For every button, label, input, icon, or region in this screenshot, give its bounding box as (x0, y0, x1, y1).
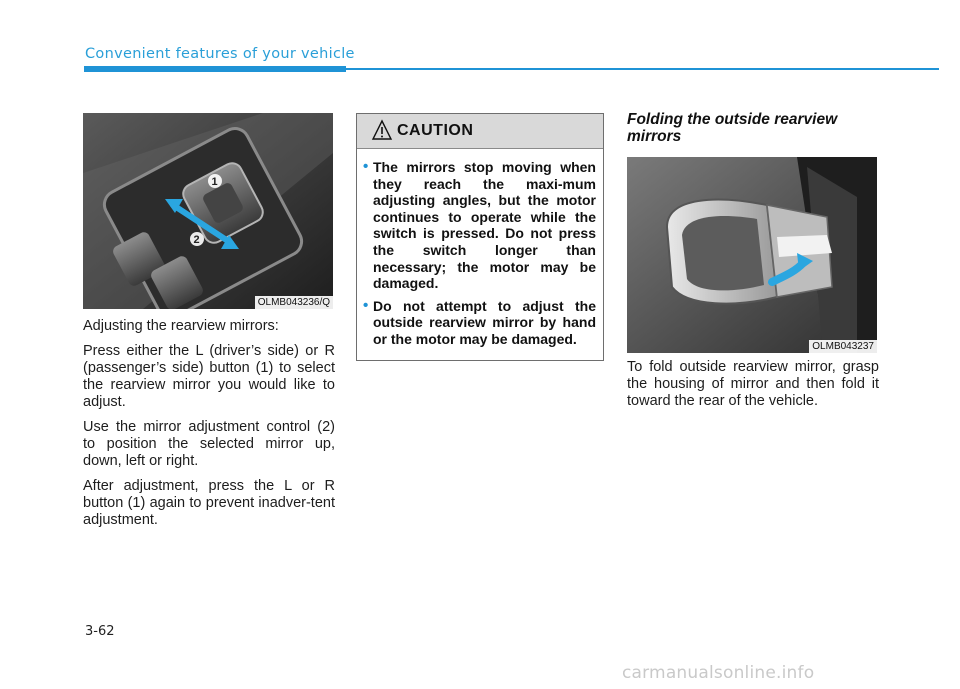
paragraph: After adjustment, press the L or R button (1) again to prevent inadver-tent adjustment. (83, 478, 335, 528)
folding-mirrors-heading: Folding the outside rearview mirrors (627, 111, 838, 145)
mirror-switch-illustration (83, 113, 333, 309)
caution-item: • Do not attempt to adjust the outside rearview mirror by hand or the motor may be damaged. (373, 298, 596, 348)
callout-2: 2 (193, 234, 200, 246)
mirror-adjust-instructions (83, 318, 335, 537)
caution-list (357, 149, 603, 348)
paragraph: Use the mirror adjustment control (2) to position the selected mirror up, down, left or right. (83, 419, 335, 469)
section-title: Convenient features of your vehicle (85, 46, 355, 62)
figure-code: OLMB043236/Q (255, 296, 333, 309)
callout-1: 1 (211, 176, 218, 188)
paragraph: Press either the L (driver’s side) or R (passenger’s side) button (1) to select the rearview mirror you would like to adjust. (83, 343, 335, 410)
warning-triangle-icon (371, 119, 393, 141)
figure-code: OLMB043237 (809, 340, 877, 353)
header-bar-thick (84, 66, 346, 72)
header-bar-thin (346, 68, 939, 70)
caution-header (357, 114, 603, 149)
folding-mirror-figure (627, 157, 877, 353)
mirror-switch-figure (83, 113, 333, 309)
caution-box (356, 113, 604, 361)
folding-mirror-illustration (627, 157, 877, 353)
paragraph: Adjusting the rearview mirrors: (83, 318, 279, 334)
caution-title: CAUTION (397, 122, 474, 139)
watermark[interactable]: carmanualsonline.info (622, 663, 815, 683)
page-number: 3-62 (85, 624, 115, 639)
paragraph: To fold outside rearview mirror, grasp the housing of mirror and then fold it toward the rear of the vehicle. (627, 359, 879, 409)
folding-mirrors-instructions (627, 359, 879, 418)
caution-item: • The mirrors stop moving when they reach the maxi-mum adjusting angles, but the motor continues to operate while the switch is pressed. Do not press the switch longer than necessary; the motor may be damaged. (373, 159, 596, 292)
